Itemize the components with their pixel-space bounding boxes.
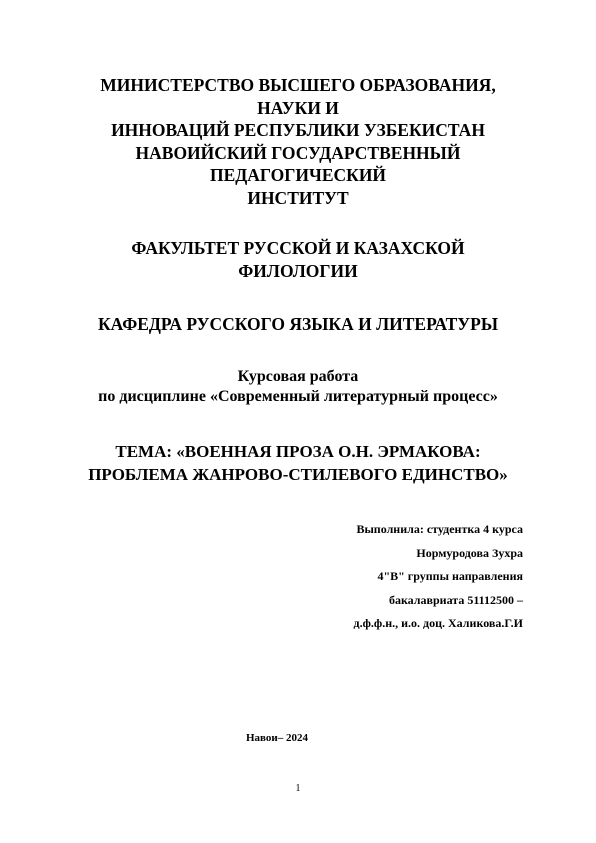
coursework-line-1: Курсовая работа [237, 368, 359, 385]
faculty-line-2: ФИЛОЛОГИИ [238, 260, 358, 281]
ministry-line-4: НАВОИЙСКИЙ ГОСУДАРСТВЕННЫЙ [135, 142, 461, 163]
faculty-heading [0, 237, 596, 282]
ministry-line-6: ИНСТИТУТ [247, 187, 349, 208]
topic-title [0, 441, 596, 486]
info-line-3: 4"В" группы направления [377, 569, 523, 583]
ministry-line-2: НАУКИ И [257, 97, 339, 118]
coursework-line-2: по дисциплине «Современный литературный процесс» [98, 388, 498, 405]
coursework-title [0, 367, 596, 407]
ministry-heading [0, 74, 596, 209]
info-line-1: Выполнила: студентка 4 курса [356, 522, 523, 536]
page-number: 1 [295, 783, 301, 794]
topic-line-2: ПРОБЛЕМА ЖАНРОВО-СТИЛЕВОГО ЕДИНСТВО» [88, 464, 508, 484]
department-heading [0, 313, 596, 336]
info-line-2: Нормуродова Зухра [416, 545, 523, 560]
info-line-4: бакалавриата 51112500 – [388, 592, 523, 607]
author-info [354, 518, 523, 636]
faculty-line-1: ФАКУЛЬТЕТ РУССКОЙ И КАЗАХСКОЙ [131, 238, 465, 258]
department-line: КАФЕДРА РУССКОГО ЯЗЫКА И ЛИТЕРАТУРЫ [97, 314, 499, 334]
ministry-line-1: МИНИСТЕРСТВО ВЫСШЕГО ОБРАЗОВАНИЯ, [100, 75, 496, 95]
topic-line-1: ТЕМА: «ВОЕННАЯ ПРОЗА О.Н. ЭРМАКОВА: [115, 442, 481, 461]
ministry-line-3: ИННОВАЦИЙ РЕСПУБЛИКИ УЗБЕКИСТАН [111, 120, 485, 140]
info-line-5: д.ф.ф.н., и.о. доц. Халикова.Г.И [353, 616, 523, 630]
ministry-line-5: ПЕДАГОГИЧЕСКИЙ [209, 165, 387, 185]
city-year: Навои– 2024 [246, 732, 309, 744]
